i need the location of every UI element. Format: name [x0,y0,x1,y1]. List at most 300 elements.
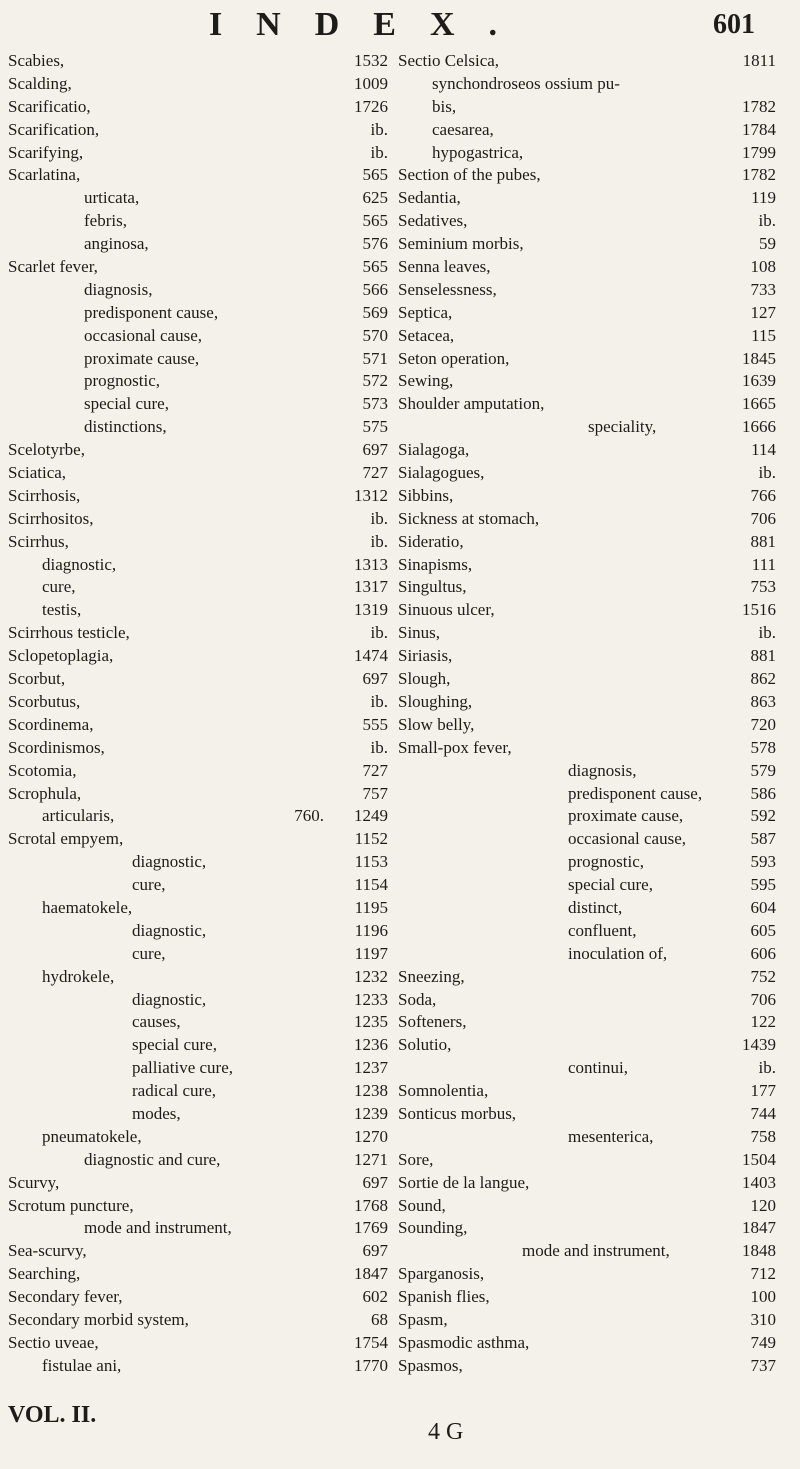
entry-term: Senselessness, [398,279,497,299]
index-entry [398,1355,776,1378]
entry-term: Sclopetoplagia, [8,646,114,666]
index-entry [398,256,776,279]
entry-term: hypogastrica, [432,142,524,162]
entry-page-number: 1236 [354,1035,388,1055]
index-entry [8,783,388,806]
entry-term: Scorbut, [8,669,66,689]
entry-term: occasional cause, [84,325,202,345]
entry-page-number: 555 [362,714,388,734]
index-column-left [8,50,388,1378]
entry-page-number: 1195 [354,897,388,917]
index-entry [8,96,388,119]
index-entry [398,1309,776,1332]
index-entry [398,233,776,256]
entry-page-number: 100 [750,1287,776,1307]
index-entry [398,1011,776,1034]
entry-page-number: 127 [750,302,776,322]
entry-page-number: 120 [750,1195,776,1215]
entry-page-number: 727 [362,760,388,780]
entry-term: Sneezing, [398,966,465,986]
entry-page-number: 1233 [354,989,388,1009]
entry-page-number: 1666 [742,417,776,437]
entry-page-number: 68 [371,1309,388,1329]
entry-term: fistulae ani, [42,1355,122,1375]
entry-page-number: 625 [362,188,388,208]
entry-term: articularis, [42,806,115,826]
index-entry [8,828,388,851]
index-entry [398,1195,776,1218]
entry-page-number: ib. [758,463,776,483]
entry-term: Solutio, [398,1035,452,1055]
entry-page-number: ib. [758,211,776,231]
entry-term: Scurvy, [8,1172,60,1192]
entry-term: predisponent cause, [84,302,219,322]
entry-page-number: 1312 [354,485,388,505]
entry-page-number: ib. [370,691,388,711]
index-entry [398,645,776,668]
entry-page-number: 737 [750,1355,776,1375]
entry-term: Senna leaves, [398,257,491,277]
entry-page-number: 115 [751,325,776,345]
entry-page-number: 578 [750,737,776,757]
entry-term: Scirrhous testicle, [8,623,130,643]
index-entry [8,874,388,897]
entry-page-number: 1768 [354,1195,388,1215]
entry-page-number: ib. [370,531,388,551]
entry-page-number: 697 [362,440,388,460]
entry-term: prognostic, [568,852,645,872]
entry-page-number: 706 [750,508,776,528]
index-entry [398,576,776,599]
entry-page-number: 1782 [742,96,776,116]
entry-term: Setacea, [398,325,455,345]
index-entry [398,142,776,165]
entry-term: prognostic, [84,371,161,391]
entry-term: Septica, [398,302,453,322]
entry-term: radical cure, [132,1081,216,1101]
entry-page-number: 697 [362,669,388,689]
index-column-right [398,50,776,1378]
entry-term: Scordinema, [8,714,94,734]
entry-page-number: 744 [750,1103,776,1123]
entry-page-number: 1769 [354,1218,388,1238]
entry-term: Sonticus morbus, [398,1103,517,1123]
entry-page-number: 863 [750,691,776,711]
entry-term: Scarificatio, [8,96,91,116]
entry-page-number: 565 [362,257,388,277]
entry-term: caesarea, [432,119,494,139]
entry-page-number: 1504 [742,1149,776,1169]
entry-term: Scrotal empyem, [8,829,124,849]
entry-page-number: 766 [750,485,776,505]
entry-term: cure, [132,943,166,963]
entry-page-number: 604 [750,897,776,917]
entry-page-number: 575 [362,417,388,437]
entry-page-number: 1845 [742,348,776,368]
entry-page-number: 1196 [354,920,388,940]
entry-page-number: 1847 [742,1218,776,1238]
index-entry [398,851,776,874]
entry-page-number: 1403 [742,1172,776,1192]
entry-page-number: 593 [750,852,776,872]
entry-page-number: 1784 [742,119,776,139]
index-entry [398,210,776,233]
index-entry [8,668,388,691]
entry-term: Scrotum puncture, [8,1195,134,1215]
entry-page-number: 576 [362,234,388,254]
entry-term: Sectio Celsica, [398,51,500,70]
index-entry [398,508,776,531]
index-entry [8,920,388,943]
entry-page-number: 586 [750,783,776,803]
entry-term: special cure, [568,875,653,895]
entry-term: Scrophula, [8,783,82,803]
index-entry [8,1080,388,1103]
index-entry [8,485,388,508]
index-entry [398,714,776,737]
entry-term: distinct, [568,897,623,917]
entry-term: Somnolentia, [398,1081,489,1101]
index-entry [8,943,388,966]
entry-page-number: ib. [758,1058,776,1078]
entry-page-number: 1238 [354,1081,388,1101]
index-entry [398,1286,776,1309]
index-entry [398,828,776,851]
index-title: INDEX. [208,6,532,43]
entry-term: predisponent cause, [568,783,703,803]
entry-page-number: 1152 [354,829,388,849]
entry-term: Sortie de la langue, [398,1172,530,1192]
entry-term: Singultus, [398,577,467,597]
entry-page-number: 579 [750,760,776,780]
entry-term: Shoulder amputation, [398,394,545,414]
entry-term: Secondary morbid system, [8,1309,189,1329]
index-entry [8,599,388,622]
entry-page-number: ib. [370,119,388,139]
entry-page-number: 1153 [354,852,388,872]
entry-term: Small-pox fever, [398,737,512,757]
entry-term: Sideratio, [398,531,464,551]
index-entry [8,1286,388,1309]
entry-page-number: 1811 [742,51,776,70]
entry-page-number: 605 [750,920,776,940]
entry-term: proximate cause, [568,806,684,826]
entry-term: Sibbins, [398,485,454,505]
index-entry [8,1149,388,1172]
entry-term: Seminium morbis, [398,234,524,254]
entry-page-number: ib. [370,508,388,528]
index-entry [8,760,388,783]
entry-term: diagnostic and cure, [84,1149,221,1169]
entry-term: Sea-scurvy, [8,1241,87,1261]
index-entry [398,187,776,210]
entry-term: anginosa, [84,234,149,254]
index-entry [8,439,388,462]
entry-page-number: 1239 [354,1103,388,1123]
index-entry [398,393,776,416]
index-entry [8,119,388,142]
entry-term: special cure, [132,1035,217,1055]
entry-term: Spanish flies, [398,1287,490,1307]
entry-page-number: 1235 [354,1012,388,1032]
entry-page-number: 1799 [742,142,776,162]
index-entry [8,416,388,439]
index-entry [398,302,776,325]
index-entry [398,531,776,554]
index-entry [8,1217,388,1240]
entry-page-number: 712 [750,1264,776,1284]
entry-page-number: 753 [750,577,776,597]
entry-page-number: 111 [751,554,776,574]
entry-term: Seton operation, [398,348,510,368]
entry-page-number: 1317 [354,577,388,597]
index-entry [8,1195,388,1218]
index-entry [8,1011,388,1034]
index-entry [398,485,776,508]
entry-term: distinctions, [84,417,167,437]
entry-term: Scarifying, [8,142,84,162]
entry-page-number: 1439 [742,1035,776,1055]
index-entry [398,439,776,462]
entry-term: Sciatica, [8,463,67,483]
entry-page-number: 749 [750,1332,776,1352]
index-entry [398,1057,776,1080]
entry-term: mode and instrument, [522,1241,670,1261]
entry-page-number: 1197 [354,943,388,963]
entry-page-number: 727 [362,463,388,483]
page-number: 601 [713,9,755,40]
entry-page-number: ib. [370,623,388,643]
index-entry [398,1332,776,1355]
entry-term: Scarification, [8,119,100,139]
index-entry [8,393,388,416]
index-entry [8,1126,388,1149]
entry-term: diagnostic, [42,554,117,574]
index-entry [8,279,388,302]
index-entry [398,50,776,73]
entry-term: speciality, [588,417,657,437]
entry-term: palliative cure, [132,1058,234,1078]
entry-page-number: 606 [750,943,776,963]
entry-page-number: 573 [362,394,388,414]
index-entry [8,989,388,1012]
entry-term: Scelotyrbe, [8,440,85,460]
index-entry [8,554,388,577]
entry-page-number: 108 [750,257,776,277]
entry-term: mode and instrument, [84,1218,232,1238]
index-entry [398,164,776,187]
index-entry [8,508,388,531]
entry-page-number: 1848 [742,1241,776,1261]
entry-page-number: 1232 [354,966,388,986]
entry-page-number: 572 [362,371,388,391]
entry-page-number: 595 [750,875,776,895]
page-header [0,0,800,50]
entry-term: special cure, [84,394,169,414]
index-entry [398,874,776,897]
entry-term: Sore, [398,1149,434,1169]
entry-page-number: 1319 [354,600,388,620]
entry-term: Spasmodic asthma, [398,1332,530,1352]
entry-page-number: ib. [370,142,388,162]
entry-term: modes, [132,1103,181,1123]
entry-page-number: 752 [750,966,776,986]
entry-page-number: 1474 [354,646,388,666]
index-entry [8,1355,388,1378]
entry-page-number: 1271 [354,1149,388,1169]
index-entry [8,531,388,554]
index-entry [8,325,388,348]
entry-term: pneumatokele, [42,1126,142,1146]
index-entry [8,1103,388,1126]
entry-term: Sparganosis, [398,1264,485,1284]
index-entry [398,897,776,920]
entry-page-number: 570 [362,325,388,345]
entry-page-number: 1154 [354,875,388,895]
entry-page-number: ib. [758,623,776,643]
entry-term: Secondary fever, [8,1287,123,1307]
index-entry [398,1080,776,1103]
entry-page-number: 757 [362,783,388,803]
entry-page-number: 881 [750,646,776,666]
index-entry [398,1263,776,1286]
entry-term: Soda, [398,989,437,1009]
entry-page-number: 733 [750,279,776,299]
index-entry [8,164,388,187]
index-entry [8,348,388,371]
index-entry [398,805,776,828]
index-entry [8,966,388,989]
entry-page-number: 881 [750,531,776,551]
entry-page-number: 697 [362,1241,388,1261]
index-entry [8,302,388,325]
entry-term: Sinus, [398,623,441,643]
volume-label: VOL. II. [8,1402,97,1428]
index-entry [398,760,776,783]
entry-term: diagnostic, [132,920,207,940]
entry-term: Searching, [8,1264,81,1284]
entry-term: Scirrhus, [8,531,69,551]
index-entry [8,851,388,874]
entry-page-number: 1847 [354,1264,388,1284]
entry-page-number: 566 [362,279,388,299]
entry-term: Siriasis, [398,646,453,666]
entry-term: Softeners, [398,1012,467,1032]
index-entry [8,1332,388,1355]
entry-term: occasional cause, [568,829,686,849]
index-entry [398,920,776,943]
entry-term: diagnosis, [568,760,637,780]
index-entry [8,576,388,599]
index-entry [398,462,776,485]
entry-term: cure, [132,875,166,895]
entry-term: Scotomia, [8,760,77,780]
index-entry [398,119,776,142]
entry-term: Scirrhositos, [8,508,94,528]
index-entry [398,96,776,119]
entry-page-number: 758 [750,1126,776,1146]
entry-term: Sedantia, [398,188,461,208]
index-entry [8,645,388,668]
entry-term: Scarlet fever, [8,257,98,277]
index-entry [398,1034,776,1057]
index-entry [8,233,388,256]
index-entry [398,668,776,691]
entry-page-number: 587 [750,829,776,849]
index-entry [398,73,776,96]
index-entry [398,348,776,371]
entry-term: Sectio uveae, [8,1332,99,1352]
entry-page-number: 59 [759,234,776,254]
index-entry [398,554,776,577]
entry-term: bis, [432,96,457,116]
entry-term: Spasm, [398,1309,448,1329]
entry-page-number: 1782 [742,165,776,185]
entry-term: febris, [84,211,127,231]
entry-term: Sialagogues, [398,463,485,483]
entry-cross-reference: 760. [294,806,324,826]
index-entry [398,416,776,439]
entry-page-number: 571 [362,348,388,368]
entry-term: hydrokele, [42,966,115,986]
entry-term: diagnosis, [84,279,153,299]
entry-page-number: 565 [362,211,388,231]
index-entry [398,943,776,966]
index-entry [398,279,776,302]
entry-page-number: 1726 [354,96,388,116]
index-entry [8,73,388,96]
entry-term: Scordinismos, [8,737,105,757]
entry-term: Scirrhosis, [8,485,81,505]
entry-page-number: 862 [750,669,776,689]
entry-term: Sinapisms, [398,554,473,574]
index-entry [8,1240,388,1263]
entry-page-number: 310 [750,1309,776,1329]
index-entry [398,737,776,760]
index-entry [398,691,776,714]
entry-page-number: 592 [750,806,776,826]
entry-term: Sewing, [398,371,454,391]
entry-page-number: 720 [750,714,776,734]
entry-term: Sickness at stomach, [398,508,540,528]
index-entry [8,256,388,279]
index-entry [8,737,388,760]
entry-term: Scabies, [8,51,65,70]
entry-page-number: 706 [750,989,776,1009]
entry-term: Sloughing, [398,691,473,711]
index-entry [398,370,776,393]
entry-term: testis, [42,600,82,620]
entry-term: mesenterica, [568,1126,654,1146]
entry-page-number: 1249 [354,806,388,826]
entry-page-number: 177 [750,1081,776,1101]
entry-page-number: 1313 [354,554,388,574]
entry-term: cure, [42,577,76,597]
entry-term: Sound, [398,1195,446,1215]
index-entry [8,1172,388,1195]
entry-term: causes, [132,1012,181,1032]
entry-term: Slow belly, [398,714,475,734]
entry-term: Slough, [398,669,451,689]
entry-page-number: 119 [751,188,776,208]
entry-term: Spasmos, [398,1355,463,1375]
entry-page-number: 1665 [742,394,776,414]
entry-page-number: 569 [362,302,388,322]
index-entry [398,1172,776,1195]
index-entry [8,142,388,165]
entry-term: diagnostic, [132,989,207,1009]
entry-term: Sedatives, [398,211,468,231]
